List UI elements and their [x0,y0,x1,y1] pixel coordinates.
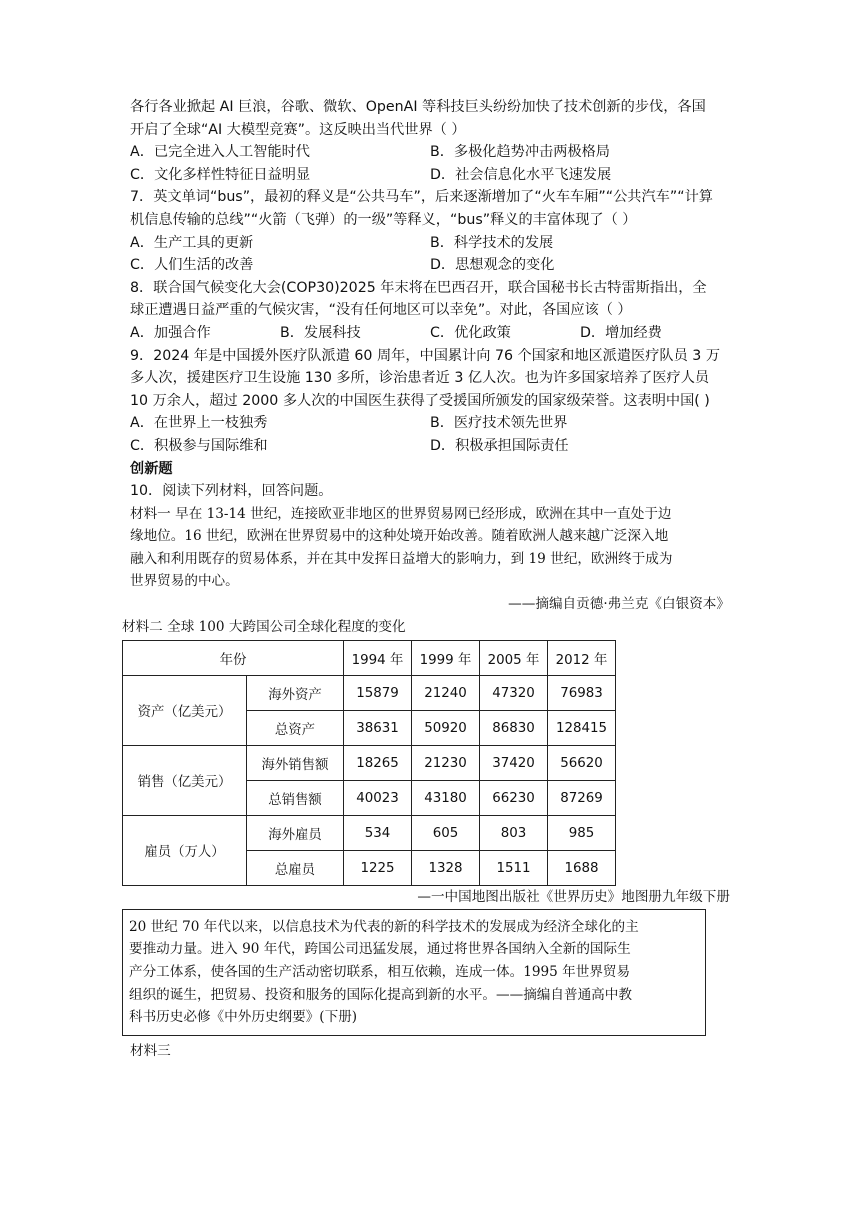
table-cell: 37420 [480,746,548,781]
table-cell: 128415 [548,711,616,746]
table-cell: 38631 [344,711,412,746]
q9-stem-line: 多人次，援建医疗卫生设施 130 多所，诊治患者近 3 亿人次。也为许多国家培养了医疗人员 [130,370,710,387]
q9-option-b: B．医疗技术领先世界 [430,415,568,432]
table-cell: 1511 [480,851,548,886]
material-3-label: 材料三 [130,1042,171,1059]
table-header-year-label: 年份 [123,641,344,676]
table-group-label: 资产（亿美元） [123,676,247,746]
table-cell: 15879 [344,676,412,711]
table-header-year: 1994 年 [344,641,412,676]
table-row-label: 海外销售额 [247,746,344,781]
box-line: 组织的诞生，把贸易、投资和服务的国际化提高到新的水平。——摘编自普通高中教 [129,986,632,1003]
table-cell: 50920 [412,711,480,746]
q8-stem-line: 球正遭遇日益严重的气候灾害，“没有任何地区可以幸免”。对此，各国应该（ ） [130,302,632,319]
table-cell: 47320 [480,676,548,711]
box-line: 20 世纪 70 年代以来，以信息技术为代表的新的科学技术的发展成为经济全球化的主 [129,918,639,935]
table-cell: 43180 [412,781,480,816]
table-header-row [123,641,616,676]
table-cell: 21230 [412,746,480,781]
table-row-label: 总销售额 [247,781,344,816]
material-1-line: 融入和利用既存的贸易体系，并在其中发挥日益增大的影响力，到 19 世纪，欧洲终于成为 [130,550,673,567]
question-7 [130,186,730,276]
q6-stem-line: 各行各业掀起 AI 巨浪，谷歌、微软、OpenAI 等科技巨头纷纷加快了技术创新的步伐，各国 [130,99,706,115]
table-row-label: 海外资产 [247,676,344,711]
table-header-year: 1999 年 [412,641,480,676]
q8-option-c: C．优化政策 [430,324,511,341]
table-cell: 76983 [548,676,616,711]
table-cell: 1688 [548,851,616,886]
q9-stem-line: 10 万余人，超过 2000 多人次的中国医生获得了受援国所颁发的国家级荣誉。这表明中国( ) [130,392,710,409]
q7-option-b: B．科学技术的发展 [430,234,554,251]
material-2-title: 材料二 全球 100 大跨国公司全球化程度的变化 [122,618,406,635]
q6-option-b: B．多极化趋势冲击两极格局 [430,144,610,161]
material-2-text-box [122,909,706,1036]
section-title: 创新题 [130,460,173,477]
q6-option-c: C．文化多样性特征日益明显 [130,166,311,183]
document-page [122,96,730,1062]
table-row-label: 总雇员 [247,851,344,886]
q10-stem: 10．阅读下列材料，回答问题。 [130,483,333,500]
q7-option-d: D．思想观念的变化 [430,257,555,274]
table-header-year: 2005 年 [480,641,548,676]
table-row [123,816,616,851]
table-cell: 1225 [344,851,412,886]
question-6 [130,96,730,186]
q6-option-a: A．已完全进入人工智能时代 [130,144,310,161]
question-8 [130,277,730,345]
q8-option-b: B．发展科技 [280,324,361,341]
table-cell: 803 [480,816,548,851]
material-1-line: 缘地位。16 世纪，欧洲在世界贸易中的这种处境开始改善。随着欧洲人越来越广泛深入地 [130,528,669,545]
q9-option-c: C．积极参与国际维和 [130,437,268,454]
table-cell: 18265 [344,746,412,781]
table-row-label: 总资产 [247,711,344,746]
material-2-source: —一中国地图出版社《世界历史》地图册九年级下册 [417,889,730,906]
q9-option-d: D．积极承担国际责任 [430,437,569,454]
q7-option-c: C．人们生活的改善 [130,257,254,274]
table-group-label: 雇员（万人） [123,816,247,886]
table-cell: 605 [412,816,480,851]
material-1-line: 材料一 早在 13-14 世纪，连接欧亚非地区的世界贸易网已经形成，欧洲在其中一直处于边 [130,505,672,522]
table-row [123,676,616,711]
material-1-source: ——摘编自贡德·弗兰克《白银资本》 [508,596,730,613]
q9-stem-line: 9．2024 年是中国援外医疗队派遣 60 周年，中国累计向 76 个国家和地区派遣医疗队员 3 万 [130,347,721,364]
table-cell: 1328 [412,851,480,886]
question-9 [130,345,730,458]
material-1 [130,503,730,616]
table-row-label: 海外雇员 [247,816,344,851]
table-row [123,746,616,781]
material-1-line: 世界贸易的中心。 [130,573,239,590]
box-line: 科书历史必修《中外历史纲要》(下册) [129,1009,358,1026]
q7-stem-line: 机信息传输的总线”“火箭（飞弹）的一级”等释义，“bus”释义的丰富体现了（ ） [130,211,637,228]
q8-option-d: D．增加经费 [580,324,662,341]
question-10 [122,480,730,1062]
table-cell: 66230 [480,781,548,816]
table-cell: 56620 [548,746,616,781]
table-cell: 40023 [344,781,412,816]
q7-stem-line: 7．英文单词“bus”，最初的释义是“公共马车”，后来逐渐增加了“火车车厢”“公共汽车”“计算 [130,189,713,206]
table-cell: 87269 [548,781,616,816]
table-cell: 534 [344,816,412,851]
globalization-table [122,640,616,886]
q6-stem-line: 开启了全球“AI 大模型竞赛”。这反映出当代世界（ ） [130,121,466,138]
q6-option-d: D．社会信息化水平飞速发展 [430,166,612,183]
box-line: 产分工体系，使各国的生产活动密切联系，相互依赖，连成一体。1995 年世界贸易 [129,964,631,981]
q8-stem-line: 8．联合国气候变化大会(COP30)2025 年末将在巴西召开，联合国秘书长古特雷斯指出，全 [130,279,707,296]
q8-option-a: A．加强合作 [130,324,211,341]
table-cell: 21240 [412,676,480,711]
box-line: 要推动力量。进入 90 年代，跨国公司迅猛发展，通过将世界各国纳入全新的国际生 [129,941,631,958]
q9-option-a: A．在世界上一枝独秀 [130,415,268,432]
table-cell: 86830 [480,711,548,746]
q7-option-a: A．生产工具的更新 [130,234,254,251]
table-group-label: 销售（亿美元） [123,746,247,816]
table-header-year: 2012 年 [548,641,616,676]
table-cell: 985 [548,816,616,851]
